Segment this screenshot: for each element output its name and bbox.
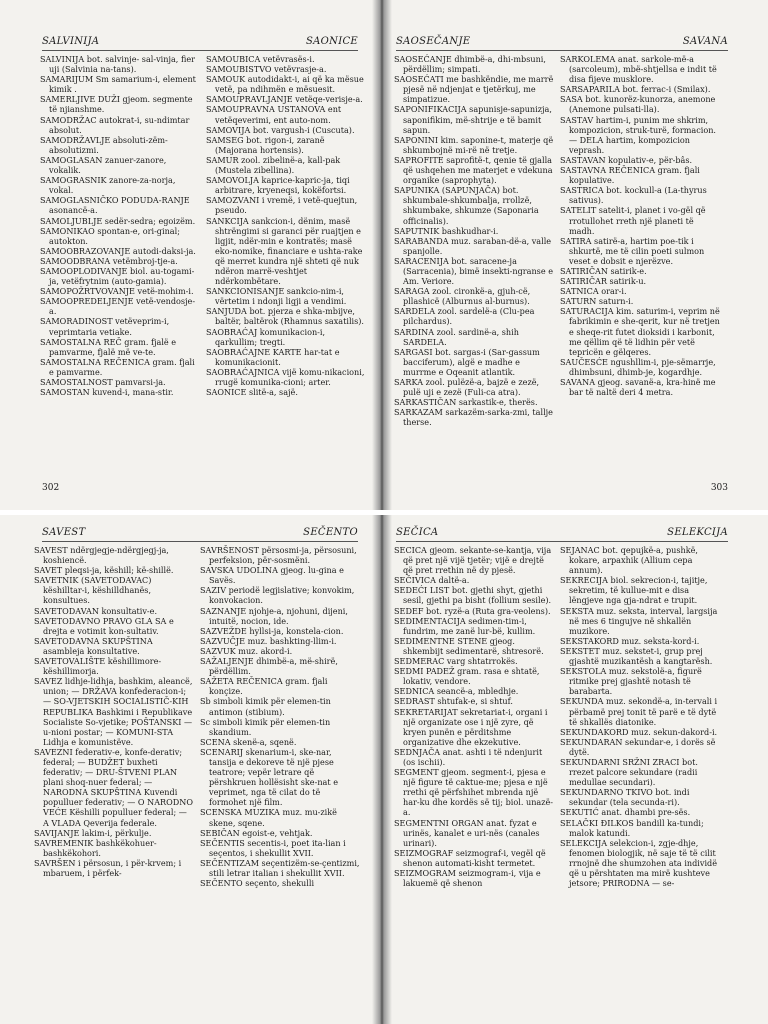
dictionary-entry: SAMARIJUM Sm samarium-i, element kimik . [40, 74, 196, 95]
dictionary-entry: SATELIT satelit-i, planet i vo-gël që rrotullohet rreth një planeti të madh. [560, 205, 706, 236]
dictionary-entry: SAMOODBRANA vetëmbroj-tje-a. [40, 255, 178, 266]
dictionary-entry: SAŽETA REČENICA gram. fjali konçize. [200, 676, 328, 697]
dictionary-entry: SARABANDA muz. saraban-dë-a, valle spanjolle. [394, 235, 552, 256]
dictionary-entry: SEDEĆI LIST bot. gjethi shyt, gjethi sesil, gjethi pa bisht (follium sesile). [394, 585, 552, 606]
dictionary-entry: SASTRICA bot. kockull-a (La-thyrus sativus). [560, 185, 707, 206]
dictionary-entry: SEDMI PADEŽ gram. rasa e shtatë, lokativ, vendore. [394, 666, 540, 687]
header-right: SELEKCIJA [667, 527, 728, 538]
dictionary-entry: SAPONIFIKACIJA sapunisje-sapunizja, saponifikim, më-shtrije e të bamit sapun. [394, 104, 552, 135]
header-left: SALVINIJA [42, 36, 100, 47]
dictionary-entry: SATIRIČAR satirik-u. [560, 276, 647, 287]
running-header [42, 527, 358, 542]
dictionary-entry: SEKSTAKORD muz. seksta-kord-i. [560, 635, 700, 646]
dictionary-entry: SCENA skenë-a, sqenë. [200, 736, 297, 747]
dictionary-entry: SEGMENTNI ORGAN anat. fyzat e urinës, kanalet e uri-nës (canales urinari). [394, 817, 540, 848]
dictionary-entry: SAZIV periodë legjislative; konvokim, konvokacion. [200, 585, 355, 606]
dictionary-entry: SAVETODAVAN konsultativ-e. [34, 605, 158, 616]
dictionary-entry: SAZNANJE njohje-a, njohuni, dijeni, intuitë, nocion, ide. [200, 605, 348, 626]
dictionary-entry: SAMOGLASAN zanuer-zanore, vokalik. [40, 154, 167, 176]
dictionary-entry: SEDNICA seancë-a, mbledhje. [394, 686, 519, 697]
dictionary-entry: SAMSEG bot. rigon-i, zaranë (Majorana hortensis). [206, 134, 325, 155]
dictionary-entry: SCENSKA MUZIKA muz. mu-zikë skene, sqene. [200, 807, 337, 828]
dictionary-entry: SECICA gjeom. sekante-se-kantja, vija që pret një vijë tjetër; vijë e drejtë që pret rrethin në dy pjesë. [394, 545, 552, 576]
dictionary-entry: SAMOUBICA vetëvrasës-i. [206, 54, 315, 64]
dictionary-entry: SATURACIJA kim. saturim-i, veprim në fabrikimin e she-qerit, kur në tretjen e sheqe-rit futet dioksidi i karbonit, me qëllim që të lidhin për vetë tepricën e gëlqeres. [560, 306, 720, 357]
dictionary-entry: SASTAV hartim-i, punim me shkrim, kompozicion, struk-turë, formacion. — DELA hartim, kompozicion veprash. [560, 114, 716, 155]
dictionary-entry: SANJUDA bot. pjerza e shka-mbijve, baltër, baltërok (Rhamnus saxatilis). [206, 306, 365, 327]
header-right: SEČENTO [303, 527, 358, 538]
header-left: SAOSEČANJE [396, 36, 471, 47]
dictionary-entry: SEKSTET muz. sekstet-i, grup prej gjashtë muzikantësh a kangtarësh. [560, 645, 713, 667]
dictionary-entry: SAMOUPRAVNA USTANOVA ent vetëqeverimi, ent auto-nom. [206, 104, 342, 125]
dictionary-entry: SEKRECIJA biol. sekrecion-i, tajitje, sekretim, të kullue-mit e disa lëngjeve nga gja-ndrat e trupit. [560, 575, 708, 606]
dictionary-entry: SARKA zool. pulëzë-a, bajzë e zezë, pulë uji e zezë (Fuli-ca atra). [394, 377, 540, 398]
dictionary-entry: SAVANA gjeog. savanë-a, kra-hinë me bar të naltë deri 4 metra. [560, 377, 716, 398]
dictionary-entry: SEBIČAN egoist-e, vehtjak. [200, 827, 313, 838]
dictionary-entry: SAVEZNI federativ-e, konfe-derativ; federal; — BUDŽET buxheti federativ; — DRU-ŠTVENI PLAN plani shoq-nuer federal; — NARODNA SKUPŠTINA Kuvendi populluer federativ; — O NARODNO VEĆE Këshilli populluer federal; — A VLADA Qeverija federale. [34, 746, 193, 828]
dictionary-entry: SATNICA orar-i. [560, 286, 627, 297]
dictionary-entry: SARDINA zool. sardinë-a, shih SARDELA. [394, 326, 519, 347]
dictionary-entry: SAMOUBISTVO vetëvrasje-a. [206, 64, 327, 75]
dictionary-entry: SAMOUK autodidakt-i, ai që ka mësue vetë, pa ndihmën e mësuesit. [206, 74, 364, 95]
dictionary-entry: SAVREMENIK bashkëkohuer-bashkëkohori. [34, 837, 157, 858]
dictionary-entry: SAMONIKAO spontan-e, ori-ginal; autokton. [40, 225, 180, 246]
dictionary-entry: SEJANAC bot. qepujkë-a, pushkë, kokare, arpaxhik (Allium cepa annum). [560, 545, 698, 576]
dictionary-entry: SAPROFITE saprofitë-t, qenie të gjalla që ushqehen me materjet e vdekuna organike (saprophyta). [394, 154, 553, 186]
dictionary-entry: SCENARIJ skenarium-i, ske-nar, tansija e dekoreve të një pjese teatrore; vepër letrare që përshkruen hollësisht ske-nat e veprimet, nga të cilat do të formohet një film. [200, 746, 338, 808]
top-spread [0, 0, 768, 510]
dictionary-entry: SARKAZAM sarkazëm-sarka-zmi, tallje therse. [394, 407, 553, 428]
dictionary-entry: SAMODRŽAC autokrat-i, su-ndimtar absolut. [40, 114, 190, 135]
dictionary-entry: SEKUNDARAN sekundar-e, i dorës së dytë. [560, 736, 716, 757]
dictionary-entry: SELAČKI ĐILKOS bandill ka-tundi; malok katundi. [560, 817, 704, 838]
dictionary-entry: SAMOVIJA bot. vargush-i (Cuscuta). [206, 124, 355, 135]
dictionary-entry: SAVET pleqsi-ja, këshill; kë-shillë. [34, 565, 174, 576]
dictionary-entry: SEČENTIS secentis-i, poet ita-lian i seçentos, i shekullit XVII. [200, 837, 346, 858]
dictionary-entry: SAVEZ lidhje-lidhja, bashkim, aleancë, union; — DRŽAVA konfederacion-i; — SO-VJETSKIH SOCIALISTIČ-KIH REPUBLIKA Bashkimi i Republikave Socialiste So-vjetike; POŠTANSKI — u-nioni postar; — KOMUNI-STA Lidhja e komunistëve. [34, 676, 193, 747]
dictionary-entry: SAPONINI kim. saponine-t, materje që shkumbojnë mi-rë në tretje. [394, 134, 554, 155]
dictionary-entry: SAPUNIKA (SAPUNJAČA) bot. shkumbale-shkumbalja, rrollzë, shkumbake, shkumze (Saponaria officinalis). [394, 185, 539, 226]
dictionary-entry: SEDIMENTACIJA sedimen-tim-i, fundrim, me zanë lur-bë, kullim. [394, 615, 536, 636]
dictionary-entry: SEDEF bot. ryzë-a (Ruta gra-veolens). [394, 605, 551, 616]
dictionary-entry: SASTAVNA REČENICA gram. fjali kopulative. [560, 165, 700, 186]
dictionary-entry: SEDNJAČA anat. ashti i të ndenjurit (os ischii). [394, 746, 543, 767]
dictionary-entry: SEČENTO seçento, shekulli [200, 878, 315, 889]
dictionary-entry: SASA bot. kunorëz-kunorza, anemone (Anemone pulsati-lla). [560, 94, 716, 115]
dictionary-entry: SAMOPOŽRTVOVANJE vetë-mohim-i. [40, 286, 194, 297]
dictionary-entry: SAOBRAĆAJNE KARTE har-tat e komunikacionit. [206, 346, 340, 367]
dictionary-entry: SAZVEŽDE hyllsi-ja, konstela-cion. [200, 625, 344, 636]
dictionary-entry: SAMODRŽAVLJE absoluti-zëm-absolutizmi. [40, 134, 168, 155]
dictionary-entry: SAMOOBRAZOVANJE autodi-daksi-ja. [40, 245, 196, 256]
dictionary-entry: SEKUNDA muz. sekondë-a, in-tervali i përbamë prej tonit të parë e të dytë të shkallës diatonike. [560, 696, 718, 727]
dictionary-entry: SAMOGRASNIK zanore-za-norja, vokal. [40, 175, 176, 196]
dictionary-entry: SEČENTIZAM seçentizëm-se-çentizmi, stili letrar italian i shekullit XVII. [200, 857, 360, 878]
dictionary-entry: SAMOVOLJA kaprice-kapric-ja, tiqi arbitrare, kryeneqsi, kokëfortsi. [206, 175, 350, 196]
running-header [396, 36, 728, 51]
header-left: SAVEST [42, 527, 86, 538]
dictionary-entry: SAPUTNIK bashkudhar-i. [394, 225, 499, 236]
dictionary-entry: SAVSKA UDOLINA gjeog. lu-gina e Savës. [200, 565, 344, 586]
dictionary-entry: SAMUR zool. zibelinë-a, kall-pak (Mustela zibellina). [206, 154, 341, 176]
dictionary-entry: SARDELA zool. sardelë-a (Clu-pea pilchardus). [394, 306, 535, 327]
dictionary-entry: Sc simboli kimik për elemen-tin skandium. [200, 716, 331, 737]
running-header [42, 36, 358, 51]
dictionary-entry: SARSAPARILA bot. ferrac-i (Smilax). [560, 84, 711, 95]
dictionary-entry: SATIRA satirë-a, hartim poe-tik i shkurtë, me të cilin poeti sulmon veset e dobsit e njerëzve. [560, 235, 705, 266]
dictionary-entry: SEGMENT gjeom. segment-i, pjesa e një figure të caktue-me; pjesa e një rrethi që përfshihet mbrenda një har-ku dhe kordës së tij; biol. unazë-a. [394, 767, 554, 818]
dictionary-entry: SAOSEĆATI me bashkëndie, me marrë pjesë në ndjenjat e tjetërkuj, me simpatizue. [394, 74, 554, 105]
dictionary-entry: SAZVUČJE muz. bashkting-llim-i. [200, 635, 337, 646]
dictionary-entry: SANKCIONISANJE sankcio-nim-i, vërtetim i ndonji ligji a vendimi. [206, 286, 347, 307]
page-savest [0, 515, 376, 1024]
dictionary-entry: SAMOSTALNA REČ gram. fjalë e pamvarme, fjalë më ve-te. [40, 336, 177, 357]
dictionary-entry: SAVIJANJE lakim-i, përkulje. [34, 827, 152, 838]
dictionary-entry: SAOBRAĆAJ komunikacion-i, qarkullim; tregti. [206, 326, 326, 347]
dictionary-entry: SAVRŠENOST përsosmi-ja, përsosuni, perfeksion, për-sosmëni. [200, 545, 357, 566]
dictionary-entry: SEKUNDARNI SRŽNI ZRACI bot. rrezet palcore sekundare (radii medullae secundari). [560, 756, 698, 788]
dictionary-entry: SEIZMOGRAF seizmograf-i, vegël që shenon automati-kisht termetet. [394, 847, 546, 868]
page-number: 303 [710, 483, 728, 493]
dictionary-entry: SEKRETARIJAT sekretariat-i, organi i një organizate ose i një zyre, që kryen punën e përditshme organizative dhe ekzekutive. [394, 706, 548, 747]
dictionary-entry: SELEKCIJA selekcion-i, zgje-dhje, fenomen biologjik, në saje të të cilit rrnojnë dhe shumzohen ata individë që u përshtaten ma mirë kushteve jetsore; PRIRODNA — se- [560, 837, 718, 889]
dictionary-entry: SAMOOPLODIVANJE biol. au-togami-ja, vetëfrytnim (auto-gamia). [40, 265, 195, 287]
page-302 [0, 0, 376, 510]
dictionary-entry: SAMORADINOST vetëveprim-i, veprimtaria vetiake. [40, 316, 170, 337]
page-303 [388, 0, 768, 510]
dictionary-entry: SARGASI bot. sargas-i (Sar-gassum bacciferum), algë e madhe e murrme e Oqeanit atlantik. [394, 346, 540, 377]
dictionary-entry: SARKOLEMA anat. sarkole-më-a (sarcoleum), mbë-shtjellsa e indit të disa fijeve musklore. [560, 54, 717, 85]
dictionary-entry: SAMOSTALNA REČENICA gram. fjali e pamvarme. [40, 356, 195, 377]
dictionary-entry: SAVETOVALIŠTE këshillimore-këshillimorja. [34, 656, 162, 677]
dictionary-entry: SAVETNIK (SAVETODAVAC) këshilltar-i, këshilldhanës, konsultues. [34, 575, 152, 606]
column-1 [40, 54, 200, 474]
dictionary-entry: SAŽALJENJE dhimbë-a, më-shirë, përdëllim. [200, 656, 338, 677]
dictionary-entry: SAMOUPRAVLJANJE vetëqe-verisje-a. [206, 94, 363, 105]
dictionary-entry: SAVETODAVNO PRAVO GLA SA e drejta e votimit kon-sultativ. [34, 615, 174, 636]
dictionary-entry: SAVRŠEN i përsosun, i për-krvem; i mbaruem, i përfek- [34, 857, 182, 878]
dictionary-entry: SAOSEĆANJE dhimbë-a, dhi-mbsuni, përdëllim; simpati. [394, 54, 546, 75]
dictionary-entry: SAMOLJUBLJE sedër-sedra; egoizëm. [40, 215, 196, 226]
column-1 [394, 545, 554, 1024]
running-header [396, 527, 728, 542]
dictionary-entry: SEDRAST shtufak-e, si shtuf. [394, 696, 513, 707]
column-2 [200, 545, 360, 1024]
dictionary-entry: SARACENIJA bot. saracene-ja (Sarracenia), bimë insekti-ngranse e Am. Veriore. [394, 255, 553, 287]
dictionary-entry: SEKSTA muz. seksta, interval, largsija në mes 6 tingujve në shkallën muzikore. [560, 605, 718, 636]
dictionary-entry: SEKSTOLA muz. sekstolë-a, figurë ritmike prej gjashtë notash të barabarta. [560, 666, 702, 697]
dictionary-entry: SATURN saturn-i. [560, 296, 634, 307]
dictionary-entry: SEDMERAC varg shtatrrokës. [394, 656, 518, 667]
column-1 [34, 545, 194, 1024]
dictionary-entry: SEKUTIĆ anat. dhambi pre-sës. [560, 807, 691, 818]
dictionary-entry: SEIZMOGRAM seizmogram-i, vija e lakuemë që shenon [394, 868, 541, 889]
dictionary-entry: SAMERLJIVE DUŽI gjeom. segmente të njianshme. [40, 94, 193, 115]
dictionary-entry: Sb simboli kimik për elemen-tin antimon (stibium). [200, 696, 331, 717]
page-number: 302 [42, 483, 60, 493]
dictionary-entry: SAVETODAVNA SKUPŠTINA asambleja konsultative. [34, 635, 153, 656]
dictionary-entry: SAZVUK muz. akord-i. [200, 645, 293, 656]
dictionary-entry: SAOBRAĆAJNICA vijë komu-nikacioni, rrugë komunika-cioni; arter. [206, 366, 365, 387]
book-gutter [372, 0, 392, 510]
header-right: SAVANA [682, 36, 728, 47]
dictionary-entry: SANKCIJA sankcion-i, dënim, masë shtrëngimi si garanci për ruajtjen e ligjit, ndër-min e kontratës; masë eko-nomike, financiare e ushta-rake që merret kundra një shteti që nuk ndëron marrë-veshtjet ndërkombëtare. [206, 215, 363, 287]
dictionary-entry: SAMOZVANI i vremë, i vetë-quejtun, pseudo. [206, 195, 358, 216]
dictionary-entry: SASTAVAN kopulativ-e, për-bâs. [560, 154, 693, 165]
dictionary-entry: SAMOSTAN kuvend-i, mana-stir. [40, 387, 174, 398]
dictionary-entry: SAUČESĆE ngushllim-i, pje-sëmarrje, dhimbsuni, dhimb-je, kogardhje. [560, 356, 716, 377]
book-gutter [372, 515, 392, 1024]
column-1 [394, 54, 554, 474]
column-2 [560, 54, 720, 474]
dictionary-entry: SEKUNDAKORD muz. sekun-dakord-i. [560, 726, 718, 737]
dictionary-entry: SAONICE slitë-a, sajë. [206, 387, 298, 398]
column-2 [560, 545, 720, 1024]
dictionary-entry: SARKASTIČAN sarkastik-e, therës. [394, 397, 538, 408]
dictionary-entry: SALVINIJA bot. salvinje- sal-vinja, fier uji (Salvinia na-tans). [40, 54, 196, 75]
dictionary-entry: SARAGA zool. cironkë-a, gjuh-cë, pllashicë (Alburnus al-burnus). [394, 286, 531, 307]
header-right: SAONICE [305, 36, 358, 47]
dictionary-entry: SAMOSTALNOST pamvarsi-ja. [40, 377, 166, 387]
header-left: SEČICA [396, 527, 439, 538]
dictionary-entry: SEKUNDARNO TKIVO bot. indi sekundar (tela secunda-ri). [560, 787, 690, 808]
dictionary-entry: SATIRIČAN satirik-e. [560, 265, 647, 276]
bottom-spread [0, 515, 768, 1024]
column-2 [206, 54, 366, 474]
page-secica [388, 515, 768, 1024]
dictionary-entry: SAMOGLASNIČKO PODUDA-RANJE asonancë-a. [40, 195, 190, 216]
dictionary-entry: SEDIMENTNE STENE gjeog. shkembijt sedimentarë, shtresorë. [394, 635, 544, 656]
dictionary-entry: SEČIVICA daltë-a. [394, 575, 470, 586]
dictionary-entry: SAVEST ndërgjegje-ndërgjegj-ja, koshiencë. [34, 545, 169, 566]
dictionary-entry: SAMOOPREDELJENJE vetë-vendosje-a. [40, 296, 196, 317]
